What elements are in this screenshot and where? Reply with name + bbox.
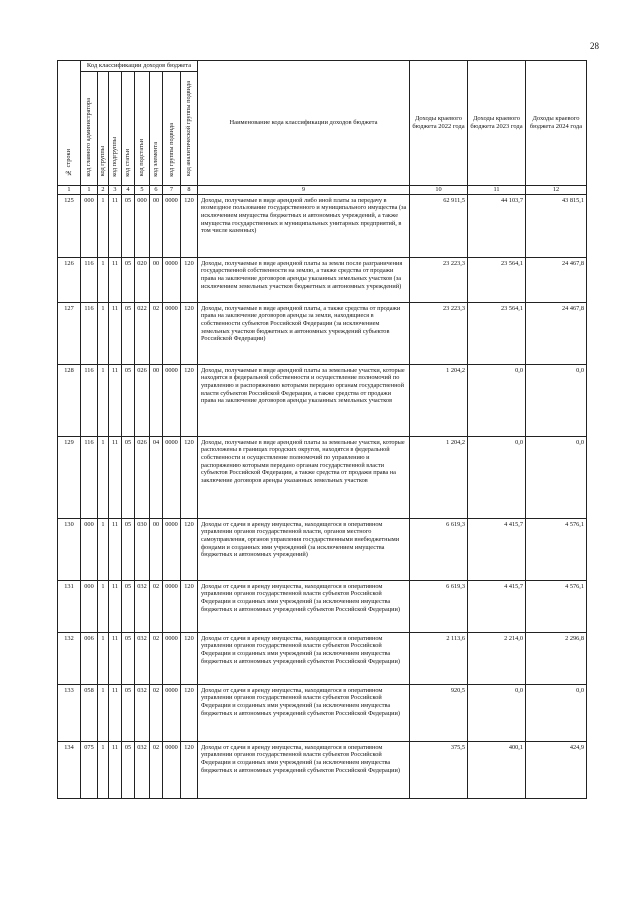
element-code: 02 — [150, 684, 163, 741]
income-name: Доходы, получаемые в виде арендной платы за земельные участки, которые находятся в федеральной собственности и осуществление полномочий по управлению и распоряжению которыми передано органам государственной власти субъектов Российской Федерации, а также средства от продажи права на заключение договоров аренды указанных земельных участков — [198, 364, 410, 436]
income-2024: 24 467,8 — [526, 302, 587, 364]
subarticle-code: 032 — [135, 684, 150, 741]
column-number: 12 — [526, 186, 587, 195]
income-name: Доходы от сдачи в аренду имущества, находящегося в оперативном управлении органов государственной власти субъектов Российской Федерации и созданных ими учреждений (за исключением имущества бюджетных и автономных учреждений субъектов Российской Федерации) — [198, 741, 410, 798]
admin-code: 116 — [81, 436, 98, 518]
column-number: 4 — [122, 186, 135, 195]
income-2024-header: Доходы краевого бюджета 2024 года — [526, 61, 587, 186]
admin-code: 075 — [81, 741, 98, 798]
income-2023: 400,1 — [468, 741, 526, 798]
article-code: 05 — [122, 302, 135, 364]
income-2023: 23 564,1 — [468, 257, 526, 302]
income-2024: 43 815,1 — [526, 194, 587, 257]
row-number-header: № строки — [58, 61, 81, 186]
column-number: 10 — [410, 186, 468, 195]
article-code: 05 — [122, 684, 135, 741]
table-row — [58, 364, 587, 436]
group-code: 1 — [98, 518, 109, 580]
subgroup-code-header: код подгруппы — [109, 72, 122, 186]
admin-code-header: код главного администратора — [81, 72, 98, 186]
column-number-row — [58, 186, 587, 195]
group-code: 1 — [98, 632, 109, 684]
income-2022: 6 619,3 — [410, 518, 468, 580]
income-2023: 4 415,7 — [468, 580, 526, 632]
subtype-code: 0000 — [163, 580, 181, 632]
group-code: 1 — [98, 194, 109, 257]
subarticle-code: 032 — [135, 741, 150, 798]
subtype-code: 0000 — [163, 257, 181, 302]
income-2023: 44 103,7 — [468, 194, 526, 257]
row-number: 132 — [58, 632, 81, 684]
classification-group-header: Код классификации доходов бюджета — [81, 61, 198, 72]
row-number: 130 — [58, 518, 81, 580]
admin-code: 000 — [81, 580, 98, 632]
income-2023: 0,0 — [468, 436, 526, 518]
table-row — [58, 684, 587, 741]
income-2022: 2 113,6 — [410, 632, 468, 684]
income-2023-header: Доходы краевого бюджета 2023 года — [468, 61, 526, 186]
analytic-code: 120 — [181, 684, 198, 741]
admin-code: 116 — [81, 364, 98, 436]
income-2022: 23 223,3 — [410, 302, 468, 364]
row-number: 127 — [58, 302, 81, 364]
analytic-code: 120 — [181, 257, 198, 302]
income-2023: 0,0 — [468, 364, 526, 436]
row-number: 131 — [58, 580, 81, 632]
income-2024: 24 467,8 — [526, 257, 587, 302]
row-number: 126 — [58, 257, 81, 302]
income-2022: 1 204,2 — [410, 364, 468, 436]
income-name: Доходы, получаемые в виде арендной либо иной платы за передачу в возмездное пользование государственного и муниципального имущества (за исключением имущества бюджетных и автономных учреждений, а также имущества государственных и муниципальных унитарных предприятий, в том числе казенных) — [198, 194, 410, 257]
column-number: 7 — [163, 186, 181, 195]
element-code-header: код элемента — [150, 72, 163, 186]
row-number: 134 — [58, 741, 81, 798]
income-2022: 375,5 — [410, 741, 468, 798]
article-code: 05 — [122, 436, 135, 518]
income-2024: 4 576,1 — [526, 580, 587, 632]
subarticle-code: 020 — [135, 257, 150, 302]
subtype-group-code-header: код группы подвида — [163, 72, 181, 186]
column-number: 6 — [150, 186, 163, 195]
subgroup-code: 11 — [109, 518, 122, 580]
table-row — [58, 741, 587, 798]
analytic-code: 120 — [181, 364, 198, 436]
subarticle-code: 026 — [135, 436, 150, 518]
analytic-code: 120 — [181, 741, 198, 798]
subgroup-code: 11 — [109, 580, 122, 632]
subgroup-code: 11 — [109, 194, 122, 257]
subarticle-code-header: код подстатьи — [135, 72, 150, 186]
column-number: 1 — [81, 186, 98, 195]
subtype-code: 0000 — [163, 436, 181, 518]
page-number: 28 — [590, 41, 599, 51]
admin-code: 058 — [81, 684, 98, 741]
group-code: 1 — [98, 684, 109, 741]
analytic-code: 120 — [181, 580, 198, 632]
income-name: Доходы от сдачи в аренду имущества, находящегося в оперативном управлении органов государственной власти субъектов Российской Федерации и созданных ими учреждений (за исключением имущества бюджетных и автономных учреждений субъектов Российской Федерации) — [198, 684, 410, 741]
income-name: Доходы, получаемые в виде арендной платы, а также средства от продажи права на заключение договоров аренды за земли, находящиеся в собственности субъектов Российской Федерации (за исключением земельных участков бюджетных и автономных учреждений субъектов Российской Федерации) — [198, 302, 410, 364]
income-2024: 0,0 — [526, 436, 587, 518]
income-2023: 2 214,0 — [468, 632, 526, 684]
row-number: 133 — [58, 684, 81, 741]
income-2024: 4 576,1 — [526, 518, 587, 580]
name-column-header: Наименование кода классификации доходов бюджета — [198, 61, 410, 186]
subgroup-code: 11 — [109, 302, 122, 364]
element-code: 00 — [150, 257, 163, 302]
group-code: 1 — [98, 257, 109, 302]
table-row — [58, 194, 587, 257]
element-code: 00 — [150, 194, 163, 257]
column-number: 5 — [135, 186, 150, 195]
subgroup-code: 11 — [109, 364, 122, 436]
income-2023: 23 564,1 — [468, 302, 526, 364]
column-number: 11 — [468, 186, 526, 195]
article-code: 05 — [122, 194, 135, 257]
income-2023: 0,0 — [468, 684, 526, 741]
group-code: 1 — [98, 364, 109, 436]
table-row — [58, 518, 587, 580]
income-name: Доходы от сдачи в аренду имущества, находящегося в оперативном управлении органов государственной власти субъектов Российской Федерации и созданных ими учреждений (за исключением имущества бюджетных и автономных учреждений субъектов Российской Федерации) — [198, 580, 410, 632]
analytic-code: 120 — [181, 302, 198, 364]
analytic-group-code-header: код аналитической группы подвида — [181, 72, 198, 186]
column-number: 3 — [109, 186, 122, 195]
income-2022: 920,5 — [410, 684, 468, 741]
income-2024: 0,0 — [526, 684, 587, 741]
element-code: 02 — [150, 580, 163, 632]
article-code: 05 — [122, 741, 135, 798]
income-name: Доходы, получаемые в виде арендной платы за земли после разграничения государственной собственности на землю, а также средства от продажи права на заключение договоров аренды указанных земельных участков (за исключением земельных участков бюджетных и автономных учреждений) — [198, 257, 410, 302]
group-code: 1 — [98, 302, 109, 364]
analytic-code: 120 — [181, 194, 198, 257]
subgroup-code: 11 — [109, 632, 122, 684]
subtype-code: 0000 — [163, 632, 181, 684]
table-row — [58, 632, 587, 684]
subarticle-code: 032 — [135, 632, 150, 684]
admin-code: 000 — [81, 194, 98, 257]
subgroup-code: 11 — [109, 741, 122, 798]
income-2022-header: Доходы краевого бюджета 2022 года — [410, 61, 468, 186]
table-row — [58, 302, 587, 364]
row-number: 129 — [58, 436, 81, 518]
element-code: 04 — [150, 436, 163, 518]
group-code: 1 — [98, 436, 109, 518]
group-code-header: код группы — [98, 72, 109, 186]
subgroup-code: 11 — [109, 436, 122, 518]
analytic-code: 120 — [181, 632, 198, 684]
income-2024: 424,9 — [526, 741, 587, 798]
income-name: Доходы от сдачи в аренду имущества, находящегося в оперативном управлении органов государственной власти, органов местного самоуправления, органов управления государственными внебюджетными фондами и созданных ими учреждений (за исключением имущества бюджетных и автономных учреждений) — [198, 518, 410, 580]
element-code: 02 — [150, 302, 163, 364]
admin-code: 006 — [81, 632, 98, 684]
subarticle-code: 030 — [135, 518, 150, 580]
table-body — [58, 194, 587, 798]
column-number: 2 — [98, 186, 109, 195]
income-2024: 2 296,8 — [526, 632, 587, 684]
column-number: 9 — [198, 186, 410, 195]
subarticle-code: 000 — [135, 194, 150, 257]
table-row — [58, 580, 587, 632]
income-2023: 4 415,7 — [468, 518, 526, 580]
subarticle-code: 032 — [135, 580, 150, 632]
article-code: 05 — [122, 518, 135, 580]
analytic-code: 120 — [181, 436, 198, 518]
admin-code: 116 — [81, 302, 98, 364]
subtype-code: 0000 — [163, 364, 181, 436]
subgroup-code: 11 — [109, 684, 122, 741]
income-2022: 62 911,5 — [410, 194, 468, 257]
analytic-code: 120 — [181, 518, 198, 580]
article-code: 05 — [122, 580, 135, 632]
income-name: Доходы, получаемые в виде арендной платы за земельные участки, которые расположены в границах городских округов, находятся в федеральной собственности и осуществление полномочий по управлению и распоряжению которыми передано органам государственной власти субъектов Российской Федерации, а также средства от продажи права на заключение договоров аренды указанных земельных участков — [198, 436, 410, 518]
subtype-code: 0000 — [163, 518, 181, 580]
column-number: 1 — [58, 186, 81, 195]
subarticle-code: 026 — [135, 364, 150, 436]
subtype-code: 0000 — [163, 684, 181, 741]
income-2022: 6 619,3 — [410, 580, 468, 632]
income-2024: 0,0 — [526, 364, 587, 436]
article-code-header: код статьи — [122, 72, 135, 186]
row-number: 128 — [58, 364, 81, 436]
subtype-code: 0000 — [163, 194, 181, 257]
income-name: Доходы от сдачи в аренду имущества, находящегося в оперативном управлении органов государственной власти субъектов Российской Федерации и созданных ими учреждений (за исключением имущества бюджетных и автономных учреждений субъектов Российской Федерации) — [198, 632, 410, 684]
subarticle-code: 022 — [135, 302, 150, 364]
element-code: 00 — [150, 518, 163, 580]
article-code: 05 — [122, 364, 135, 436]
group-code: 1 — [98, 741, 109, 798]
table-row — [58, 436, 587, 518]
element-code: 02 — [150, 632, 163, 684]
group-code: 1 — [98, 580, 109, 632]
income-2022: 1 204,2 — [410, 436, 468, 518]
table-row — [58, 257, 587, 302]
column-number: 8 — [181, 186, 198, 195]
income-2022: 23 223,3 — [410, 257, 468, 302]
admin-code: 000 — [81, 518, 98, 580]
admin-code: 116 — [81, 257, 98, 302]
element-code: 00 — [150, 364, 163, 436]
row-number: 125 — [58, 194, 81, 257]
subgroup-code: 11 — [109, 257, 122, 302]
subtype-code: 0000 — [163, 741, 181, 798]
element-code: 02 — [150, 741, 163, 798]
subtype-code: 0000 — [163, 302, 181, 364]
article-code: 05 — [122, 257, 135, 302]
budget-income-table — [57, 60, 587, 799]
article-code: 05 — [122, 632, 135, 684]
